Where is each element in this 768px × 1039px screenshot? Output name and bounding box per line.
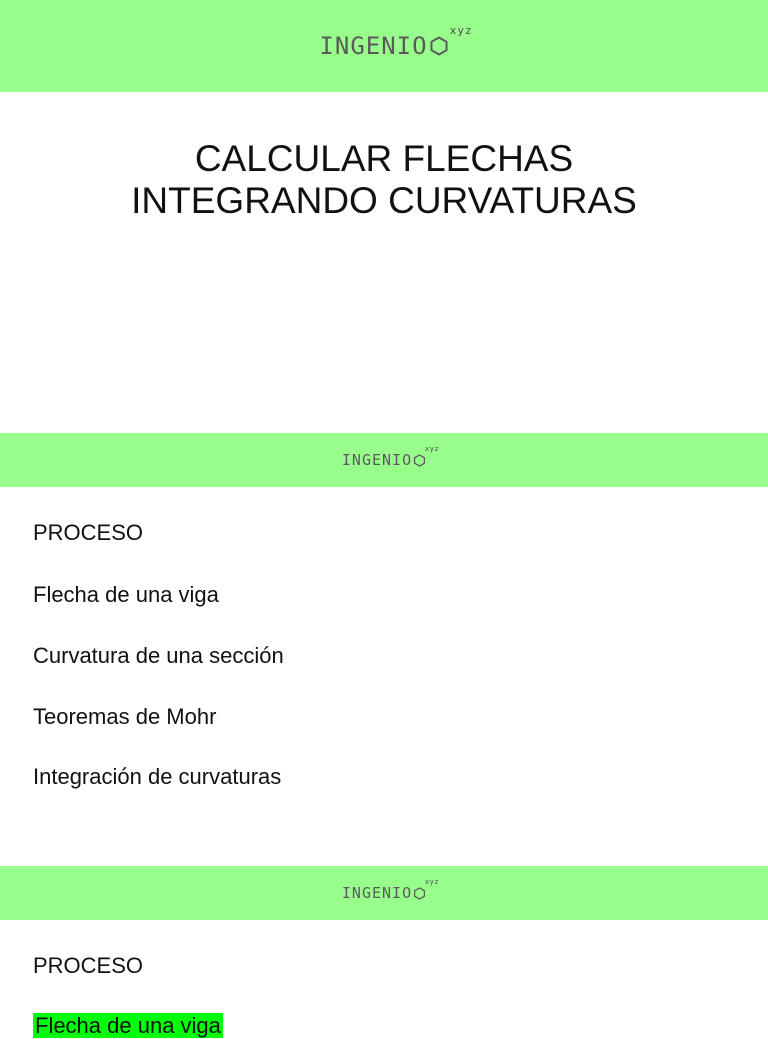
title-line-2: INTEGRANDO CURVATURAS (131, 180, 637, 221)
logo-suffix: xyz (424, 445, 440, 453)
ingenio-logo (341, 445, 440, 469)
hexagon-icon (413, 454, 426, 467)
list-item: Curvatura de una sección (33, 643, 284, 668)
title-line-1: CALCULAR FLECHAS (194, 138, 574, 179)
list-item-highlighted (33, 1013, 223, 1039)
ingenio-logo (319, 24, 473, 60)
logo-suffix: xyz (449, 24, 473, 37)
header-band (0, 0, 768, 92)
list-item: PROCESO (33, 520, 144, 545)
list-item: Teoremas de Mohr (33, 704, 217, 729)
logo-text: INGENIO (341, 451, 413, 469)
list-item: Flecha de una viga (33, 582, 219, 607)
ingenio-logo (341, 878, 440, 902)
header-band (0, 433, 768, 487)
logo-suffix: xyz (424, 878, 440, 886)
list-item: Integración de curvaturas (33, 764, 282, 789)
logo-text: INGENIO (319, 32, 428, 60)
list-item: PROCESO (33, 953, 144, 978)
header-band (0, 866, 768, 920)
logo-text: INGENIO (341, 884, 413, 902)
highlighted-text: Flecha de una viga (35, 1013, 221, 1038)
hexagon-icon (429, 36, 449, 56)
slide-title (0, 138, 768, 222)
hexagon-icon (413, 887, 426, 900)
